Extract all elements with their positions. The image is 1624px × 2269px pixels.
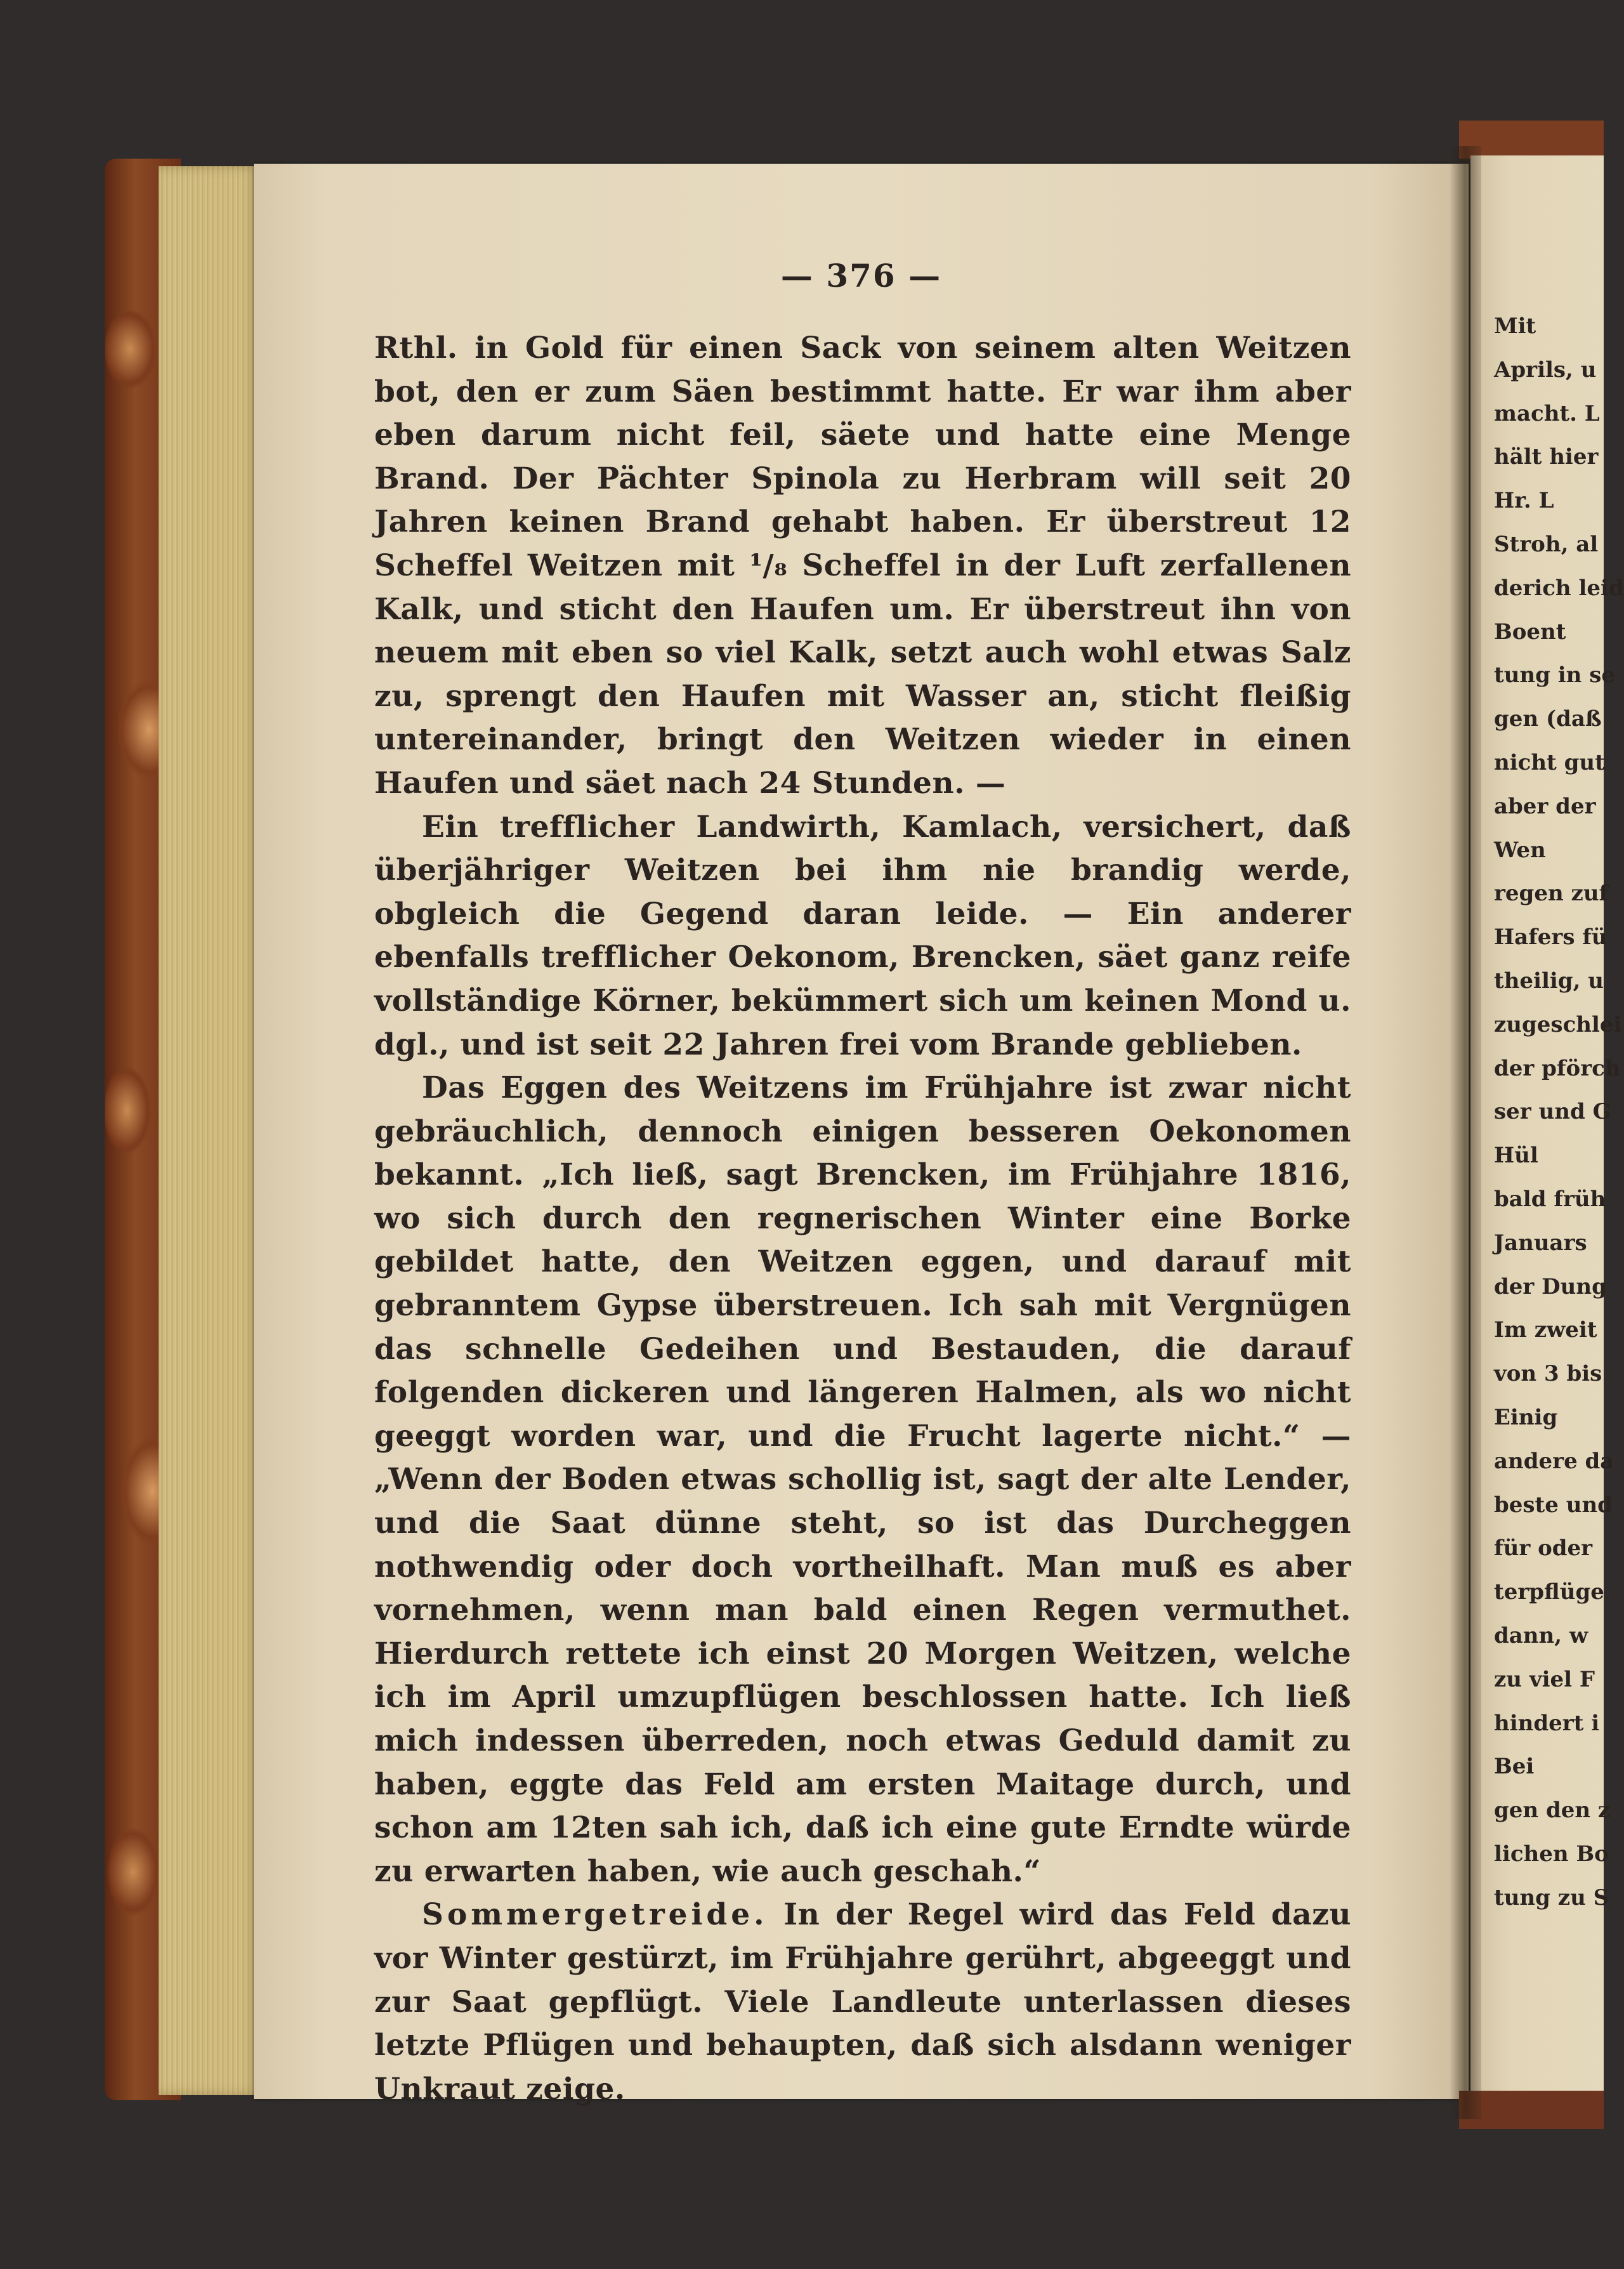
facing-page-line: Aprils, u bbox=[1494, 357, 1597, 383]
facing-page-line: macht. L bbox=[1494, 400, 1600, 426]
facing-page-line: bald früh bbox=[1494, 1186, 1606, 1212]
facing-page-text bbox=[1494, 305, 1624, 1919]
facing-page-line: für oder bbox=[1494, 1536, 1593, 1562]
facing-page-line: regen zuf bbox=[1494, 881, 1609, 907]
facing-page-line: gen (daß bbox=[1494, 706, 1602, 732]
facing-page-line: Stroh, al bbox=[1494, 531, 1599, 557]
facing-page-line: tung zu S bbox=[1494, 1884, 1609, 1911]
facing-page-line: zu viel F bbox=[1494, 1666, 1595, 1692]
paragraph-2: Ein trefflicher Landwirth, Kamlach, versichert, daß überjähriger Weitzen bei ihm nie brandig werde, obgleich die Gegend daran leide. — Ein anderer ebenfalls trefflicher Oekonom, Brencken, säet ganz reife vollständige Körner, bekümmert sich um keinen Mond u. dgl., und ist seit 22 Jahren frei vom Brande geblieben. bbox=[374, 809, 1351, 1062]
facing-page-line: Wen bbox=[1494, 837, 1546, 863]
facing-page-line: Hül bbox=[1494, 1143, 1538, 1169]
paragraph-4 bbox=[374, 1893, 1351, 2111]
section-heading: Sommergetreide. bbox=[422, 1897, 768, 1933]
paragraph-3: Das Eggen des Weitzens im Frühjahre ist zwar nicht gebräuchlich, dennoch einigen besseren Oekonomen bekannt. „Ich ließ, sagt Brencken, im Frühjahre 1816, wo sich durch den regnerischen Winter eine Borke gebildet hatte, den Weitzen eggen, und darauf mit gebranntem Gypse überstreuen. Ich sah mit Vergnügen das schnelle Gedeihen und Bestauden, die darauf folgenden dickeren und längeren Halmen, als wo nicht geeggt worden war, und die Frucht lagerte nicht.“ — „Wenn der Boden etwas schollig ist, sagt der alte Lender, und die Saat dünne steht, so ist das Durcheggen nothwendig oder doch vortheilhaft. Man muß es aber vornehmen, wenn man bald einen Regen vermuthet. Hierdurch rettete ich einst 20 Morgen Weitzen, welche ich im April umzupflügen beschlossen hatte. Ich ließ mich indessen überreden, noch etwas Geduld damit zu haben, eggte das Feld am ersten Maitage durch, und schon am 12ten sah ich, daß ich eine gute Erndte würde zu erwarten haben, wie auch geschah.“ bbox=[374, 1070, 1351, 1889]
facing-page-line: der pförch bbox=[1494, 1055, 1621, 1081]
facing-page-line: dann, w bbox=[1494, 1622, 1588, 1648]
page-text bbox=[374, 327, 1351, 2111]
facing-page-line: Hafers fü bbox=[1494, 924, 1608, 950]
facing-page-line: derich leid bbox=[1494, 575, 1624, 601]
facing-page-line: Mit bbox=[1494, 313, 1536, 339]
paragraph-1: Rthl. in Gold für einen Sack von seinem alten Weitzen bot, den er zum Säen bestimmt hatte. Er war ihm aber eben darum nicht feil, säete und hatte eine Menge Brand. Der Pächter Spinola zu Herbram will seit 20 Jahren keinen Brand gehabt haben. Er überstreut 12 Scheffel Weitzen mit ¹/₈ Scheffel in der Luft zerfallenen Kalk, und sticht den Haufen um. Er überstreut ihn von neuem mit eben so viel Kalk, setzt auch wohl etwas Salz zu, sprengt den Haufen mit Wasser an, sticht fleißig untereinander, bringt den Weitzen wieder in einen Haufen und säet nach 24 Stunden. — bbox=[374, 331, 1351, 801]
facing-page-line: Januars bbox=[1494, 1230, 1587, 1256]
facing-page-line: andere da bbox=[1494, 1448, 1614, 1474]
facing-page-line: Im zweit bbox=[1494, 1317, 1597, 1343]
facing-page-line: Boent bbox=[1494, 619, 1566, 645]
facing-page-line: zugeschlei bbox=[1494, 1011, 1622, 1037]
facing-page-line: tung in se bbox=[1494, 662, 1616, 688]
facing-page-line: Einig bbox=[1494, 1404, 1558, 1430]
facing-page-line: von 3 bis bbox=[1494, 1361, 1602, 1387]
facing-page-line: nicht gut bbox=[1494, 749, 1605, 775]
facing-page-line: theilig, u bbox=[1494, 968, 1604, 994]
page-number: — 376 — bbox=[780, 257, 942, 294]
facing-page-line: der Dung bbox=[1494, 1273, 1607, 1299]
facing-page-line: aber der bbox=[1494, 793, 1596, 819]
facing-page-line: terpflüge bbox=[1494, 1579, 1604, 1605]
facing-page-line: hindert i bbox=[1494, 1710, 1600, 1736]
page-edge-stack bbox=[159, 166, 260, 2095]
facing-page-line: ser und G bbox=[1494, 1099, 1611, 1125]
facing-page-line: beste und bbox=[1494, 1492, 1613, 1518]
gutter-shadow bbox=[1450, 146, 1481, 2119]
facing-page-line: Hr. L bbox=[1494, 488, 1554, 514]
facing-page-line: hält hier bbox=[1494, 444, 1599, 470]
facing-page-line: gen den z bbox=[1494, 1798, 1611, 1824]
paragraph-4-body: In der Regel wird das Feld dazu vor Winter gestürzt, im Frühjahre gerührt, abgeeggt und zur Saat gepflügt. Viele Landleute unterlassen dieses letzte Pflügen und behaupten, daß sich alsdann weniger Unkraut zeige. bbox=[374, 1897, 1351, 2107]
facing-page-line: lichen Bo bbox=[1494, 1841, 1609, 1867]
facing-page-line: Bei bbox=[1494, 1754, 1535, 1780]
